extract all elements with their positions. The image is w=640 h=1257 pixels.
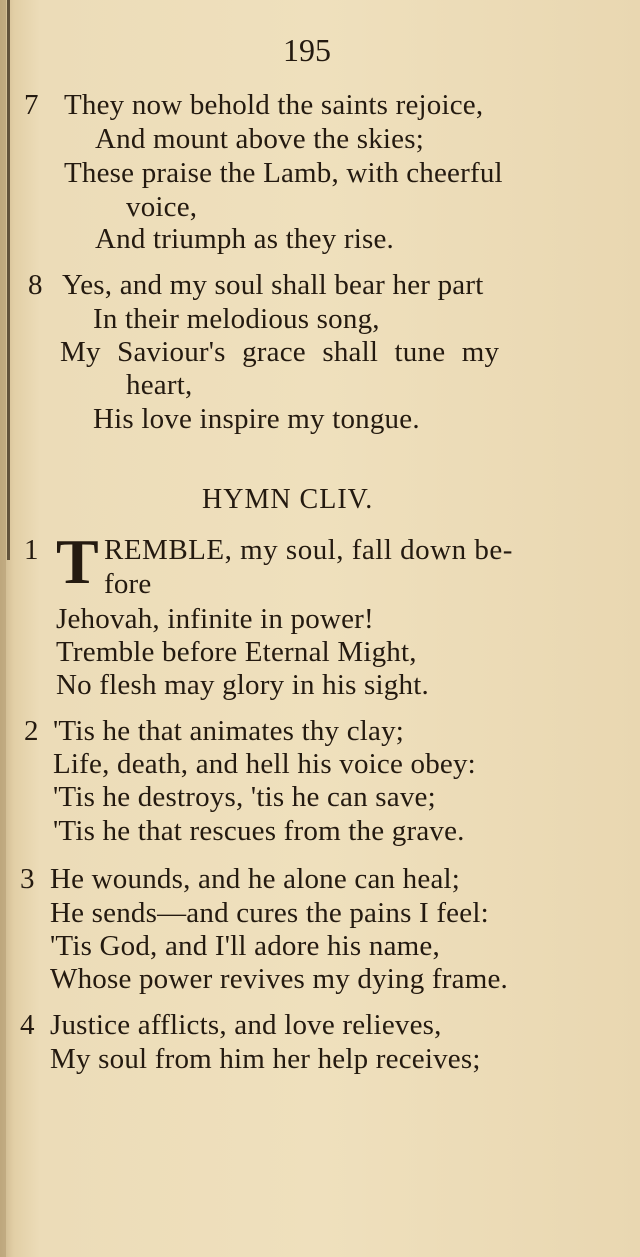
hymn-verse-4-number: 4 bbox=[20, 1009, 35, 1041]
verse-7-line-4: voice, bbox=[126, 191, 198, 223]
hymn-verse-3-line-3: 'Tis God, and I'll adore his name, bbox=[50, 930, 440, 962]
hymn-verse-1-line-2: fore bbox=[104, 568, 152, 600]
hymn-verse-4-line-1: Justice afflicts, and love relieves, bbox=[50, 1009, 442, 1041]
verse-7-line-1: They now behold the saints rejoice, bbox=[64, 89, 484, 121]
gutter-line bbox=[7, 0, 10, 560]
verse-8-line-5: His love inspire my tongue. bbox=[93, 403, 420, 435]
hymn-verse-1-line-5: No flesh may glory in his sight. bbox=[56, 669, 429, 701]
hymn-verse-2-line-2: Life, death, and hell his voice obey: bbox=[53, 748, 476, 780]
hymn-verse-2-number: 2 bbox=[24, 715, 39, 747]
hymn-verse-1-number: 1 bbox=[24, 534, 39, 566]
drop-cap: T bbox=[56, 526, 99, 597]
hymn-verse-3-line-2: He sends—and cures the pains I feel: bbox=[50, 897, 489, 929]
hymn-verse-2-line-3: 'Tis he destroys, 'tis he can save; bbox=[53, 781, 436, 813]
verse-8-line-2: In their melodious song, bbox=[93, 303, 380, 335]
hymn-verse-2-line-4: 'Tis he that rescues from the grave. bbox=[53, 815, 465, 847]
hymn-verse-2-line-1: 'Tis he that animates thy clay; bbox=[53, 715, 405, 747]
verse-7-number: 7 bbox=[24, 89, 39, 121]
verse-8-line-1: Yes, and my soul shall bear her part bbox=[62, 269, 484, 301]
verse-8-line-4: heart, bbox=[126, 369, 193, 401]
verse-7-line-5: And triumph as they rise. bbox=[95, 223, 394, 255]
hymn-title: HYMN CLIV. bbox=[202, 484, 374, 515]
hymn-verse-3-number: 3 bbox=[20, 863, 35, 895]
verse-7-line-3: These praise the Lamb, with cheerful bbox=[64, 157, 503, 189]
hymn-verse-3-line-4: Whose power revives my dying frame. bbox=[50, 963, 508, 995]
page-number: 195 bbox=[283, 32, 331, 68]
verse-7-line-2: And mount above the skies; bbox=[95, 123, 424, 155]
page-edge-shadow bbox=[0, 0, 6, 1257]
hymn-verse-1-line-3: Jehovah, infinite in power! bbox=[56, 603, 374, 635]
verse-8-number: 8 bbox=[28, 269, 43, 301]
hymn-verse-4-line-2: My soul from him her help receives; bbox=[50, 1043, 481, 1075]
verse-8-line-3: My Saviour's grace shall tune my bbox=[60, 336, 500, 368]
hymn-verse-3-line-1: He wounds, and he alone can heal; bbox=[50, 863, 461, 895]
hymn-verse-1-line-1: REMBLE, my soul, fall down be- bbox=[104, 534, 513, 566]
hymn-verse-1-line-4: Tremble before Eternal Might, bbox=[56, 636, 417, 668]
